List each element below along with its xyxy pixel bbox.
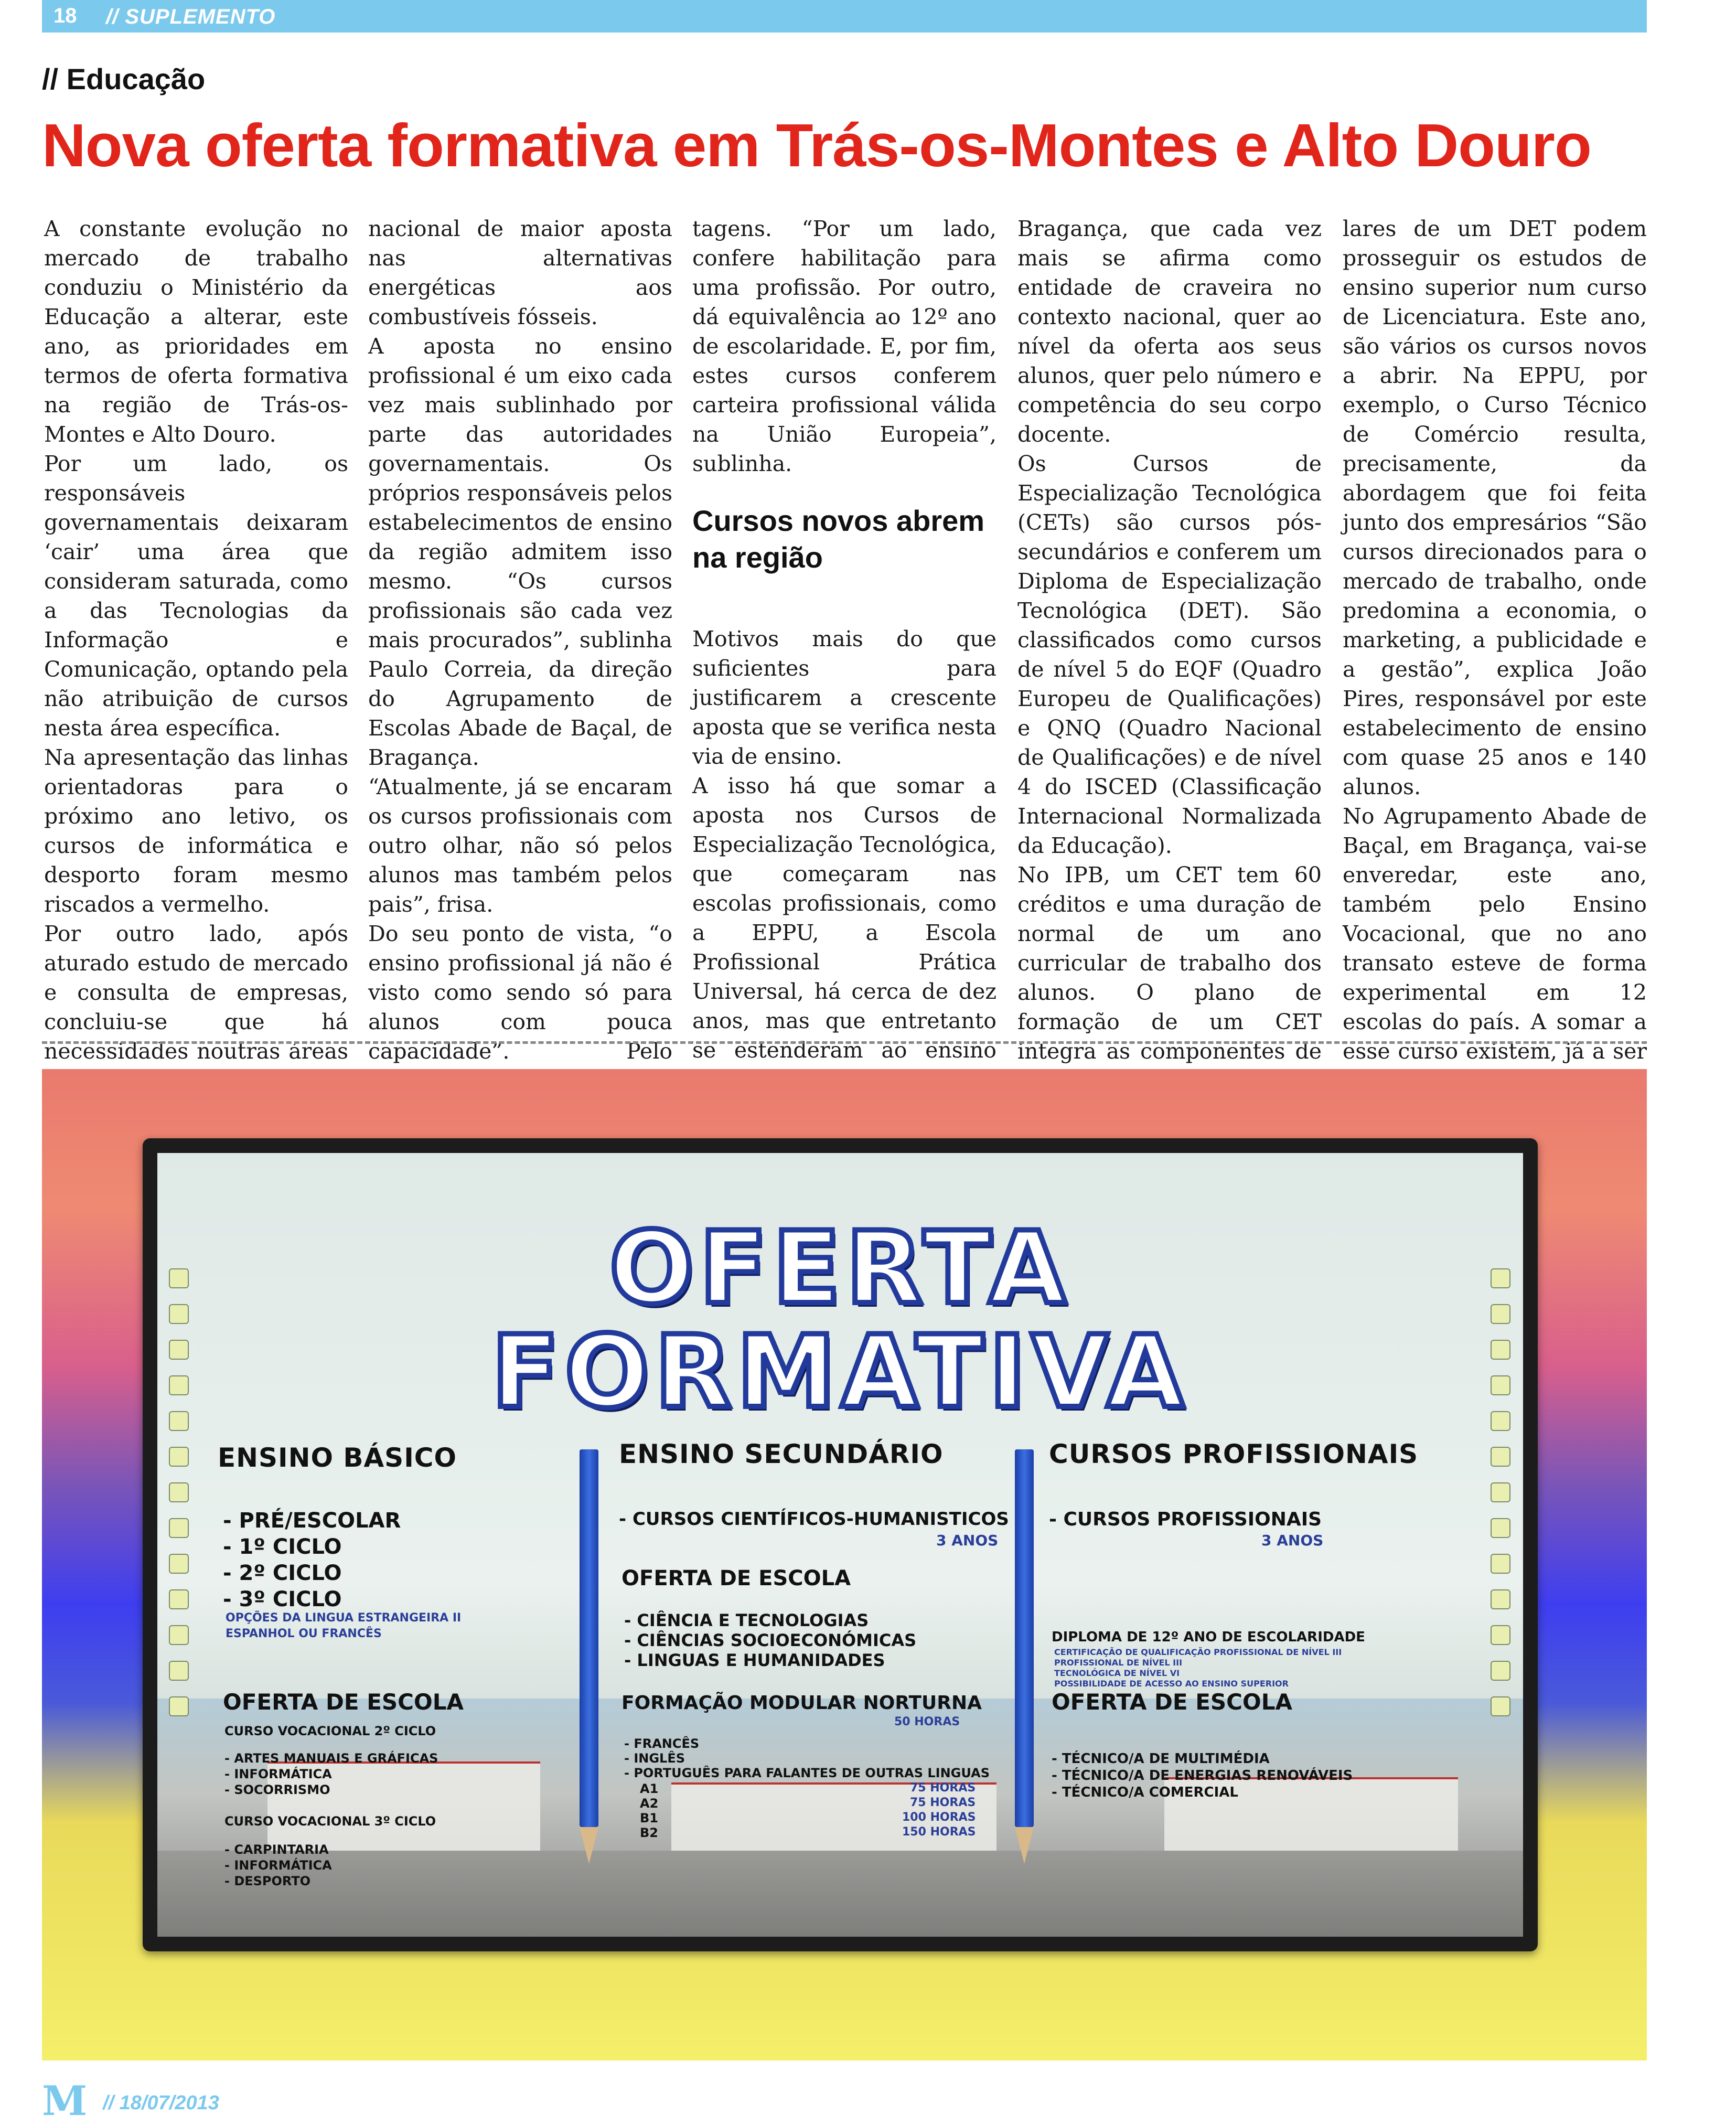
whiteboard-screen — [157, 1153, 1523, 1937]
article-column-5 — [1343, 214, 1647, 1064]
color-icon[interactable] — [1491, 1661, 1510, 1681]
secundario-oferta-item: - CIÊNCIA E TECNOLOGIAS — [624, 1610, 869, 1630]
basico-item: - PRÉ/ESCOLAR — [223, 1509, 401, 1533]
vocacional-2-heading: CURSO VOCACIONAL 2º CICLO — [224, 1724, 436, 1738]
dashed-divider — [42, 1041, 1647, 1044]
paragraph: Os Cursos de Especialização Tecnológica (CETs) são cursos pós-secundários e conferem um Diploma de Especialização Tecnológica (DET). São classificados como cursos de nível 5 do EQF (Quadro Europeu de Qualificações) e QNQ (Quadro Nacional de Qualificações) e de nível 4 do ISCED (Classificação Internacional Normalizada da Educação). — [1017, 451, 1322, 858]
next-icon[interactable] — [169, 1696, 189, 1716]
modular-level-hours: 100 HORAS — [902, 1811, 976, 1824]
basico-note: OPÇÕES DA LINGUA ESTRANGEIRA II — [226, 1611, 462, 1625]
article-column-1 — [44, 214, 348, 1064]
diploma-note: PROFISSIONAL DE NÍVEL III — [1054, 1658, 1183, 1668]
basico-item: - 3º CICLO — [223, 1587, 342, 1611]
marker-icon[interactable] — [1491, 1554, 1510, 1574]
vocacional-3-item: - INFORMÁTICA — [224, 1858, 332, 1873]
diploma-note: TECNOLÓGICA DE NÍVEL VI — [1054, 1668, 1180, 1678]
paragraph: A constante evolução no mercado de trabalho conduziu o Ministério da Educação a alterar, este ano, as prioridades em termos de oferta formativa na região de Trás-os-Montes e Alto Douro. — [44, 216, 348, 447]
issue-date: // 18/07/2013 — [103, 2092, 219, 2114]
basico-item: - 2º CICLO — [223, 1561, 342, 1585]
interactive-whiteboard — [143, 1138, 1538, 1951]
cursos-profissionais-heading: CURSOS PROFISSIONAIS — [1049, 1439, 1419, 1469]
oferta-formativa-photo — [42, 1069, 1647, 2060]
paragraph: Do seu ponto de vista, “o ensino profissional já não é visto como sendo só para alunos com pouca capacidade”. Pelo — [368, 921, 672, 1064]
article-column-2 — [368, 214, 672, 1064]
article-column-4 — [1017, 214, 1322, 1064]
secundario-anos: 3 ANOS — [936, 1532, 999, 1549]
modular-item: - INGLÊS — [624, 1751, 685, 1766]
vocacional-2-item: - ARTES MANUAIS E GRÁFICAS — [224, 1751, 438, 1766]
undo-icon[interactable] — [169, 1625, 189, 1645]
paragraph: Bragança, que cada vez mais se afirma como entidade de craveira no contexto nacional, quer ao nível da oferta aos seus alunos, quer pelo número e competência do seu corpo docente. — [1017, 216, 1322, 447]
paragraph: Motivos mais do que suficientes para justificarem a crescente aposta que se verifica nesta via de ensino. — [692, 626, 996, 769]
modular-level: B1 — [640, 1811, 658, 1825]
article-column-3 — [692, 214, 996, 1063]
modular-level-hours: 75 HORAS — [910, 1796, 976, 1809]
modular-item: - PORTUGUÊS PARA FALANTES DE OUTRAS LINGUAS — [624, 1766, 990, 1780]
secundario-item: - CURSOS CIENTÍFICOS-HUMANISTICOS — [619, 1509, 1009, 1530]
modular-level-hours: 150 HORAS — [902, 1825, 976, 1839]
paragraph: tagens. “Por um lado, confere habilitação para uma profissão. Por outro, dá equivalência ao 12º ano de escolaridade. E, por fim, estes cursos conferem carteira profissional válida na União Europeia”, sublinha. — [692, 216, 996, 476]
next-icon[interactable] — [1491, 1696, 1510, 1716]
paragraph: A isso há que somar a aposta nos Cursos de Especialização Tecnológica, que começaram nas escolas profissionais, como a EPPU, a Escola Profissional Prática Universal, há cerca de dez anos, mas que entretanto se estenderam ao ensino — [692, 773, 996, 1063]
profissionais-oferta-item: - TÉCNICO/A COMERCIAL — [1052, 1785, 1238, 1800]
select-icon[interactable] — [169, 1447, 189, 1467]
pencil-icon[interactable] — [1491, 1589, 1510, 1609]
blue-pencil-divider — [1015, 1449, 1034, 1827]
color-icon[interactable] — [169, 1661, 189, 1681]
basico-item: - 1º CICLO — [223, 1535, 342, 1559]
select-icon[interactable] — [1491, 1447, 1510, 1467]
secundario-oferta-item: - CIÊNCIAS SOCIOECONÓMICAS — [624, 1630, 917, 1650]
header-bar — [42, 0, 1647, 33]
diploma-note: POSSIBILIDADE DE ACESSO AO ENSINO SUPERIOR — [1054, 1679, 1289, 1689]
vocacional-3-item: - CARPINTARIA — [224, 1842, 329, 1857]
modular-level-hours: 75 HORAS — [910, 1781, 976, 1795]
vocacional-2-item: - INFORMÁTICA — [224, 1767, 332, 1781]
profissionais-oferta-heading: OFERTA DE ESCOLA — [1052, 1689, 1292, 1715]
board-title-line-2: FORMATIVA — [491, 1314, 1190, 1430]
shape-icon[interactable] — [169, 1482, 189, 1502]
secundario-oferta-item: - LINGUAS E HUMANIDADES — [624, 1650, 885, 1670]
shape-icon[interactable] — [1491, 1482, 1510, 1502]
diploma-note: CERTIFICAÇÃO DE QUALIFICAÇÃO PROFISSIONAL DE NÍVEL III — [1054, 1647, 1342, 1657]
ensino-secundario-heading: ENSINO SECUNDÁRIO — [619, 1439, 944, 1469]
diploma-heading: DIPLOMA DE 12º ANO DE ESCOLARIDADE — [1052, 1629, 1365, 1645]
modular-level: A2 — [640, 1796, 659, 1811]
modular-level: A1 — [640, 1781, 659, 1796]
basico-note: ESPANHOL OU FRANCÊS — [226, 1627, 382, 1640]
paragraph: No Agrupamento Abade de Baçal, em Bragança, vai-se enveredar, este ano, também pelo Ensino Vocacional, que no ano transato esteve de forma experimental em 12 escolas do país. A somar a esse curso existem, já a ser — [1343, 804, 1647, 1064]
paragraph: Por outro lado, após aturado estudo de mercado e consulta de empresas, concluiu-se que há necessidades noutras áreas — [44, 921, 348, 1064]
secundario-oferta-heading: OFERTA DE ESCOLA — [621, 1566, 851, 1590]
profissionais-anos: 3 ANOS — [1261, 1532, 1324, 1549]
paragraph: lares de um DET podem prosseguir os estudos de ensino superior num curso de Licenciatura. Este ano, são vários os cursos novos a abrir. Na EPPU, por exemplo, o Curso Técnico de Comércio resulta, precisamente, da abordagem que foi feita junto dos empresários “São cursos direcionados para o mercado de trabalho, onde predomina a economia, o marketing, a publicidade e a gestão”, explica João Pires, responsável por este estabelecimento de ensino com quase 25 anos e 140 alunos. — [1343, 216, 1647, 799]
modular-horas: 50 HORAS — [894, 1715, 960, 1728]
board-title-line-1: OFERTA — [609, 1210, 1071, 1326]
ensino-basico-heading: ENSINO BÁSICO — [218, 1443, 457, 1473]
modular-level: B2 — [640, 1825, 658, 1840]
paragraph: A aposta no ensino profissional é um eixo cada vez mais sublinhado por parte das autoridades governamentais. Os próprios responsáveis pelos estabelecimentos de ensino da região admitem isso mesmo. “Os cursos profissionais são cada vez mais procurados”, sublinha Paulo Correia, da direção do Agrupamento de Escolas Abade de Baçal, de Bragança. — [368, 334, 672, 770]
paragraph: No IPB, um CET tem 60 créditos e uma duração de normal de um ano curricular de trabalho dos alunos. O plano de formação de um CET integra as componentes de — [1017, 862, 1322, 1064]
page-number: 18 — [53, 4, 77, 27]
supplement-label: // SUPLEMENTO — [106, 5, 276, 28]
basico-oferta-heading: OFERTA DE ESCOLA — [223, 1689, 464, 1715]
road-foreground — [157, 1851, 1523, 1937]
paragraph: Na apresentação das linhas orientadoras para o próximo ano letivo, os cursos de informática e desporto foram mesmo riscados a vermelho. — [44, 745, 348, 917]
profissionais-oferta-item: - TÉCNICO/A DE ENERGIAS RENOVÁVEIS — [1052, 1768, 1353, 1784]
paragraph: “Atualmente, já se encaram os cursos profissionais com outro olhar, não só pelos alunos mas também pelos pais”, frisa. — [368, 774, 672, 917]
paragraph: Por um lado, os responsáveis governamentais deixaram ‘cair’ uma área que consideram saturada, como a das Tecnologias da Informação e Comunicação, optando pela não atribuição de cursos nesta área específica. — [44, 451, 348, 741]
profissionais-oferta-item: - TÉCNICO/A DE MULTIMÉDIA — [1052, 1751, 1270, 1767]
blue-pencil-divider — [580, 1449, 598, 1827]
eraser-icon[interactable] — [169, 1518, 189, 1538]
eraser-icon[interactable] — [1491, 1518, 1510, 1538]
modular-heading: FORMAÇÃO MODULAR NORTURNA — [621, 1692, 982, 1714]
vocacional-3-item: - DESPORTO — [224, 1874, 311, 1888]
modular-item: - FRANCÊS — [624, 1736, 700, 1751]
magazine-logo: M — [42, 2077, 88, 2125]
vocacional-2-item: - SOCORRISMO — [224, 1782, 330, 1797]
vocacional-3-heading: CURSO VOCACIONAL 3º CICLO — [224, 1814, 436, 1829]
undo-icon[interactable] — [1491, 1625, 1510, 1645]
subheading: Cursos novos abrem na região — [692, 504, 985, 574]
profissionais-item: - CURSOS PROFISSIONAIS — [1049, 1509, 1322, 1530]
section-label: // Educação — [42, 62, 206, 95]
paragraph: nacional de maior aposta nas alternativas energéticas aos combustíveis fósseis. — [368, 216, 672, 329]
headline: Nova oferta formativa em Trás-os-Montes e Alto Douro — [42, 111, 1591, 179]
marker-icon[interactable] — [169, 1554, 189, 1574]
pencil-icon[interactable] — [169, 1589, 189, 1609]
